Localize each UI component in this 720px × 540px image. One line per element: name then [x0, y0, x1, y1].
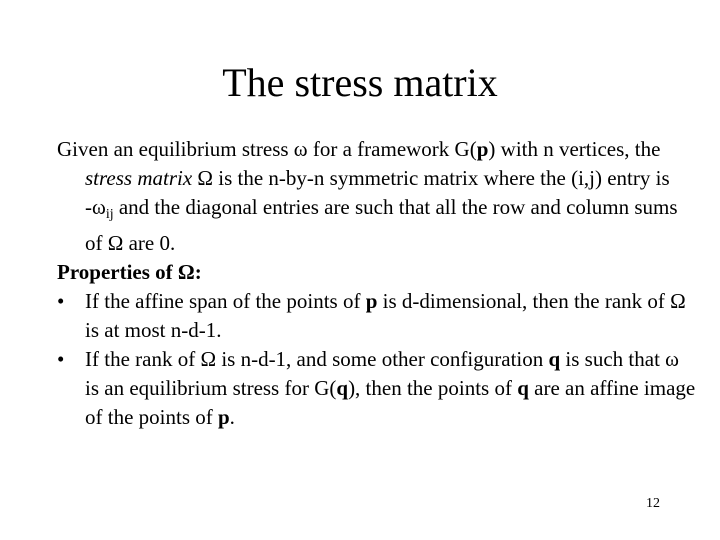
bullet-text: If the affine span of the points of — [85, 289, 366, 313]
bullet-text: is at most n-d-1. — [85, 318, 222, 342]
bullet-item — [57, 345, 697, 432]
omega-symbol: ω — [92, 195, 106, 219]
capital-omega-symbol: Ω — [197, 166, 214, 190]
bullet-icon: • — [57, 289, 65, 313]
bold-p: p — [217, 405, 230, 429]
properties-label: Properties of — [57, 260, 178, 284]
bullet-text: is d-dimensional, then the rank of — [377, 289, 671, 313]
definition-text: for a framework G( — [307, 137, 477, 161]
stress-matrix-term: stress matrix — [85, 166, 193, 190]
bold-p: p — [476, 137, 489, 161]
definition-text: and the diagonal entries are such that all the row and column sums of — [85, 195, 678, 255]
bullet-text: . — [229, 405, 235, 429]
slide-title: The stress matrix — [222, 60, 498, 105]
properties-heading — [57, 258, 697, 287]
slide-body — [57, 135, 697, 432]
bullet-text: is such that — [560, 347, 666, 371]
bullet-text: ), then the points of — [348, 376, 518, 400]
page-number: 12 — [646, 496, 660, 511]
definition-paragraph — [57, 135, 697, 258]
bullet-icon: • — [57, 347, 65, 371]
bullet-text: If the rank of — [85, 347, 201, 371]
omega-symbol: ω — [665, 347, 679, 371]
capital-omega-symbol: Ω — [670, 289, 686, 313]
bold-q: q — [548, 347, 561, 371]
bullet-text: is n-d-1, and some other configuration — [216, 347, 549, 371]
capital-omega-symbol: Ω — [107, 231, 124, 255]
bullet-text: are an affine image of the points of — [85, 376, 696, 429]
definition-text: Given an equilibrium stress — [57, 137, 294, 161]
capital-omega-symbol: Ω — [200, 347, 217, 371]
definition-text: are 0. — [123, 231, 176, 255]
bullet-text: is an equilibrium stress for G( — [85, 376, 337, 400]
bold-p: p — [365, 289, 378, 313]
definition-text: ) with n vertices, the — [488, 137, 661, 161]
capital-omega-symbol: Ω — [177, 260, 195, 284]
definition-text: is the n-by-n symmetric matrix where the (i,j) entry is - — [85, 166, 670, 219]
bold-q: q — [336, 376, 349, 400]
bullet-item — [57, 287, 697, 345]
omega-symbol: ω — [293, 137, 308, 161]
properties-colon: : — [194, 260, 202, 284]
bold-q: q — [517, 376, 529, 400]
ij-subscript: ij — [105, 207, 114, 222]
